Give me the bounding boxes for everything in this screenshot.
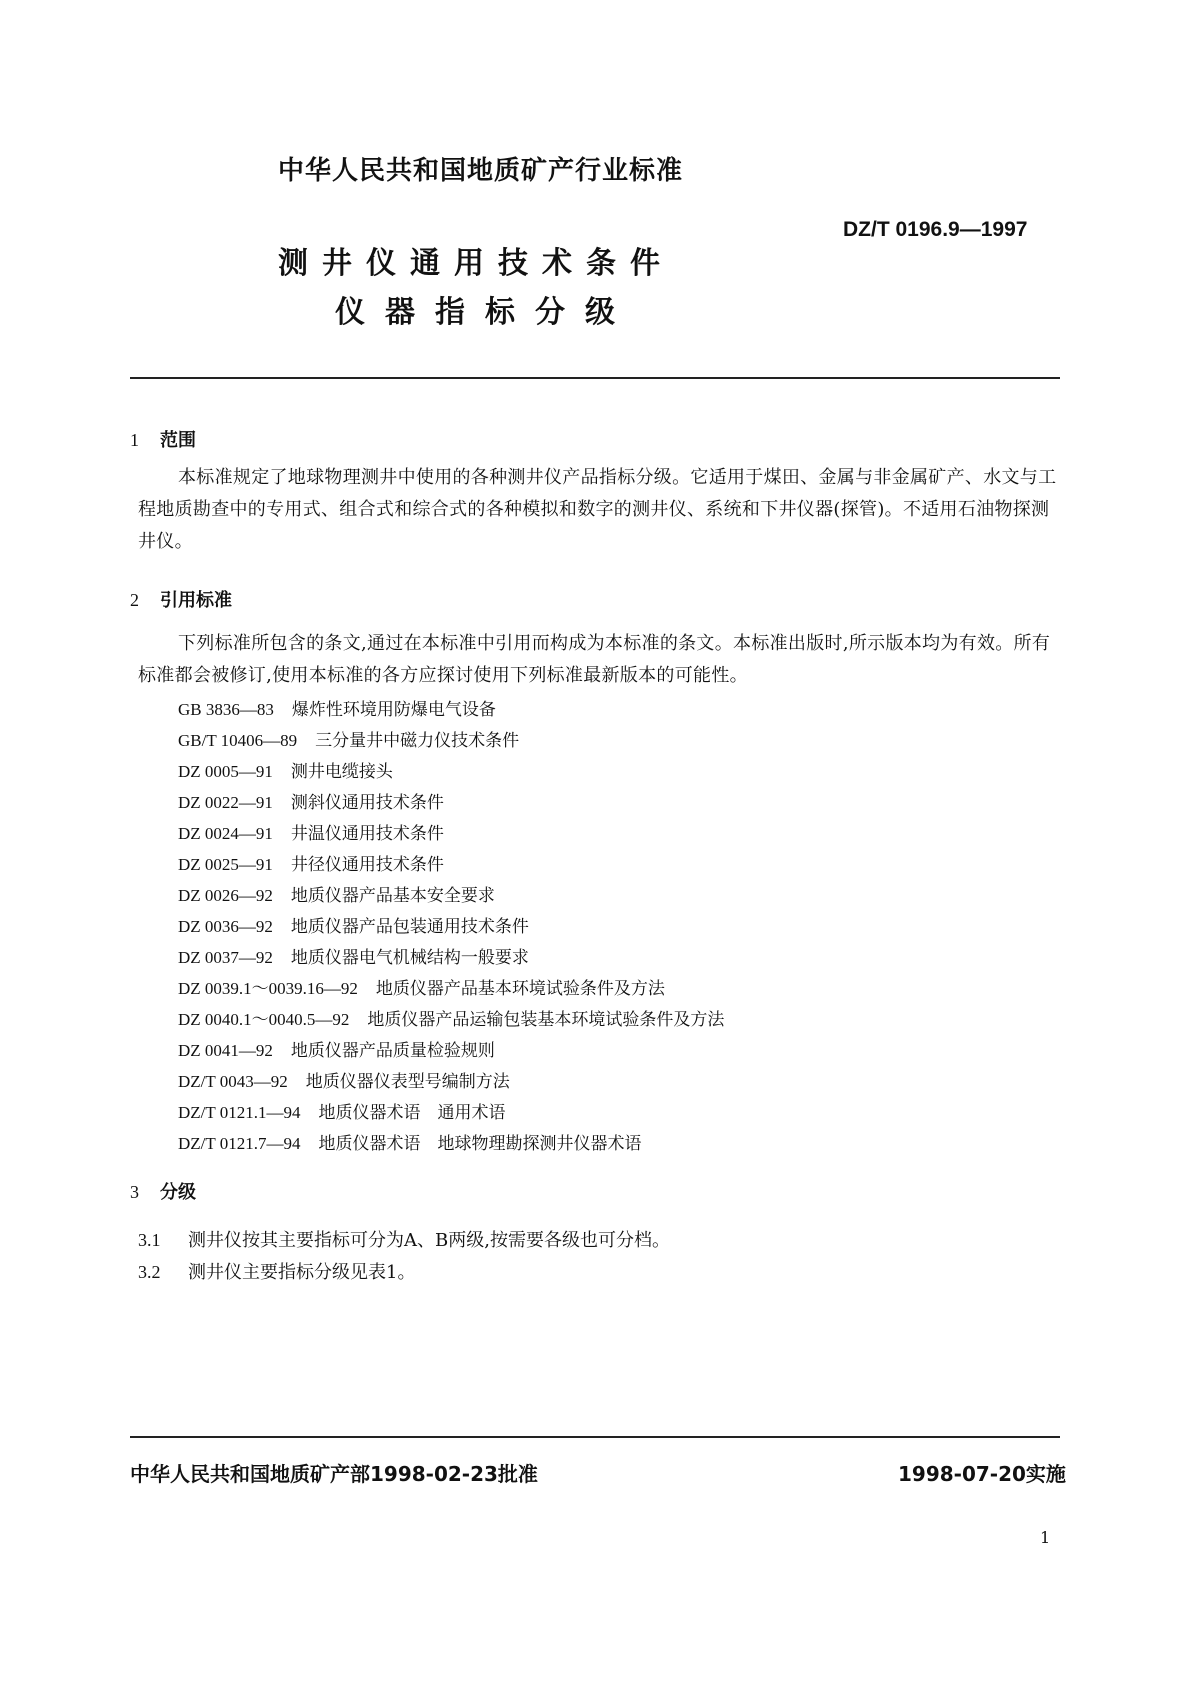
standard-code: DZ/T 0196.9—1997 — [843, 218, 1028, 241]
issuer-heading: 中华人民共和国地质矿产行业标准 — [278, 156, 684, 186]
reference-item — [178, 1036, 495, 1061]
reference-title: 地质仪器产品基本环境试验条件及方法 — [375, 979, 665, 999]
reference-title: 测井电缆接头 — [290, 762, 393, 782]
reference-code: DZ 0005—91 — [178, 762, 273, 781]
reference-code: GB/T 10406—89 — [178, 731, 298, 750]
reference-title: 地质仪器术语 地球物理勘探测井仪器术语 — [318, 1134, 642, 1154]
reference-title: 地质仪器产品基本安全要求 — [290, 886, 495, 906]
section-number: 2 — [130, 590, 139, 610]
reference-item — [178, 881, 495, 906]
reference-code: DZ 0025—91 — [178, 855, 273, 874]
reference-item — [178, 850, 444, 875]
reference-title: 三分量井中磁力仪技术条件 — [315, 731, 520, 751]
reference-code: DZ 0026—92 — [178, 886, 273, 905]
clause-number: 3.2 — [138, 1262, 161, 1282]
reference-title: 爆炸性环境用防爆电气设备 — [291, 700, 496, 720]
document-title-line1: 测井仪通用技术条件 — [278, 246, 674, 281]
reference-title: 地质仪器仪表型号编制方法 — [305, 1072, 510, 1092]
section-title: 分级 — [160, 1182, 196, 1203]
reference-title: 井温仪通用技术条件 — [290, 824, 444, 844]
section-title: 引用标准 — [160, 590, 232, 611]
reference-title: 地质仪器术语 通用术语 — [318, 1103, 506, 1123]
reference-title: 地质仪器电气机械结构一般要求 — [290, 948, 529, 968]
reference-item — [178, 788, 444, 813]
reference-item — [178, 726, 519, 751]
page-number: 1 — [1040, 1528, 1051, 1547]
approval-date: 中华人民共和国地质矿产部1998-02-23批准 — [130, 1462, 538, 1486]
reference-code: GB 3836—83 — [178, 700, 274, 719]
reference-item — [178, 1005, 724, 1030]
reference-item — [178, 695, 496, 720]
clause-number: 3.1 — [138, 1230, 161, 1250]
references-paragraph: 下列标准所包含的条文,通过在本标准中引用而构成为本标准的条文。本标准出版时,所示版本均为有效。所有标准都会被修订,使用本标准的各方应探讨使用下列标准最新版本的可能性。 — [138, 633, 1051, 686]
clause-text: 测井仪按其主要指标可分为A、B两级,按需要各级也可分档。 — [188, 1230, 670, 1251]
reference-code: DZ 0041—92 — [178, 1041, 273, 1060]
reference-item — [178, 819, 444, 844]
section-number: 3 — [130, 1182, 139, 1202]
reference-title: 地质仪器产品质量检验规则 — [290, 1041, 495, 1061]
reference-item — [178, 1098, 505, 1123]
document-title-line2: 仪器指标分级 — [335, 295, 635, 330]
reference-code: DZ 0040.1～0040.5—92 — [178, 1010, 350, 1029]
section-number: 1 — [130, 430, 139, 450]
reference-code: DZ 0022—91 — [178, 793, 273, 812]
effective-date: 1998-07-20实施 — [898, 1462, 1066, 1486]
reference-title: 地质仪器产品包装通用技术条件 — [290, 917, 529, 937]
reference-item — [178, 1129, 641, 1154]
reference-item — [178, 1067, 510, 1092]
section-2-heading — [130, 586, 232, 612]
clause-text: 测井仪主要指标分级见表1。 — [188, 1262, 416, 1283]
section-1-heading — [130, 426, 196, 452]
clause-3-2 — [138, 1258, 415, 1284]
reference-title: 地质仪器产品运输包装基本环境试验条件及方法 — [367, 1010, 725, 1030]
reference-code: DZ 0037—92 — [178, 948, 273, 967]
footer-divider — [130, 1436, 1060, 1438]
reference-item — [178, 757, 393, 782]
clause-3-1 — [138, 1226, 670, 1252]
reference-code: DZ/T 0121.7—94 — [178, 1134, 301, 1153]
reference-code: DZ/T 0043—92 — [178, 1072, 288, 1091]
reference-code: DZ 0039.1～0039.16—92 — [178, 979, 358, 998]
section-title: 范围 — [160, 430, 196, 451]
reference-code: DZ 0036—92 — [178, 917, 273, 936]
reference-title: 井径仪通用技术条件 — [290, 855, 444, 875]
scope-paragraph: 本标准规定了地球物理测井中使用的各种测井仪产品指标分级。它适用于煤田、金属与非金属矿产、水文与工程地质勘查中的专用式、组合式和综合式的各种模拟和数字的测井仪、系统和下井仪器(探管)。不适用石油物探测井仪。 — [138, 467, 1057, 552]
reference-code: DZ/T 0121.1—94 — [178, 1103, 301, 1122]
reference-item — [178, 974, 665, 999]
reference-title: 测斜仪通用技术条件 — [290, 793, 444, 813]
reference-item — [178, 912, 529, 937]
reference-item — [178, 943, 529, 968]
reference-code: DZ 0024—91 — [178, 824, 273, 843]
section-3-heading — [130, 1178, 196, 1204]
header-divider — [130, 377, 1060, 379]
